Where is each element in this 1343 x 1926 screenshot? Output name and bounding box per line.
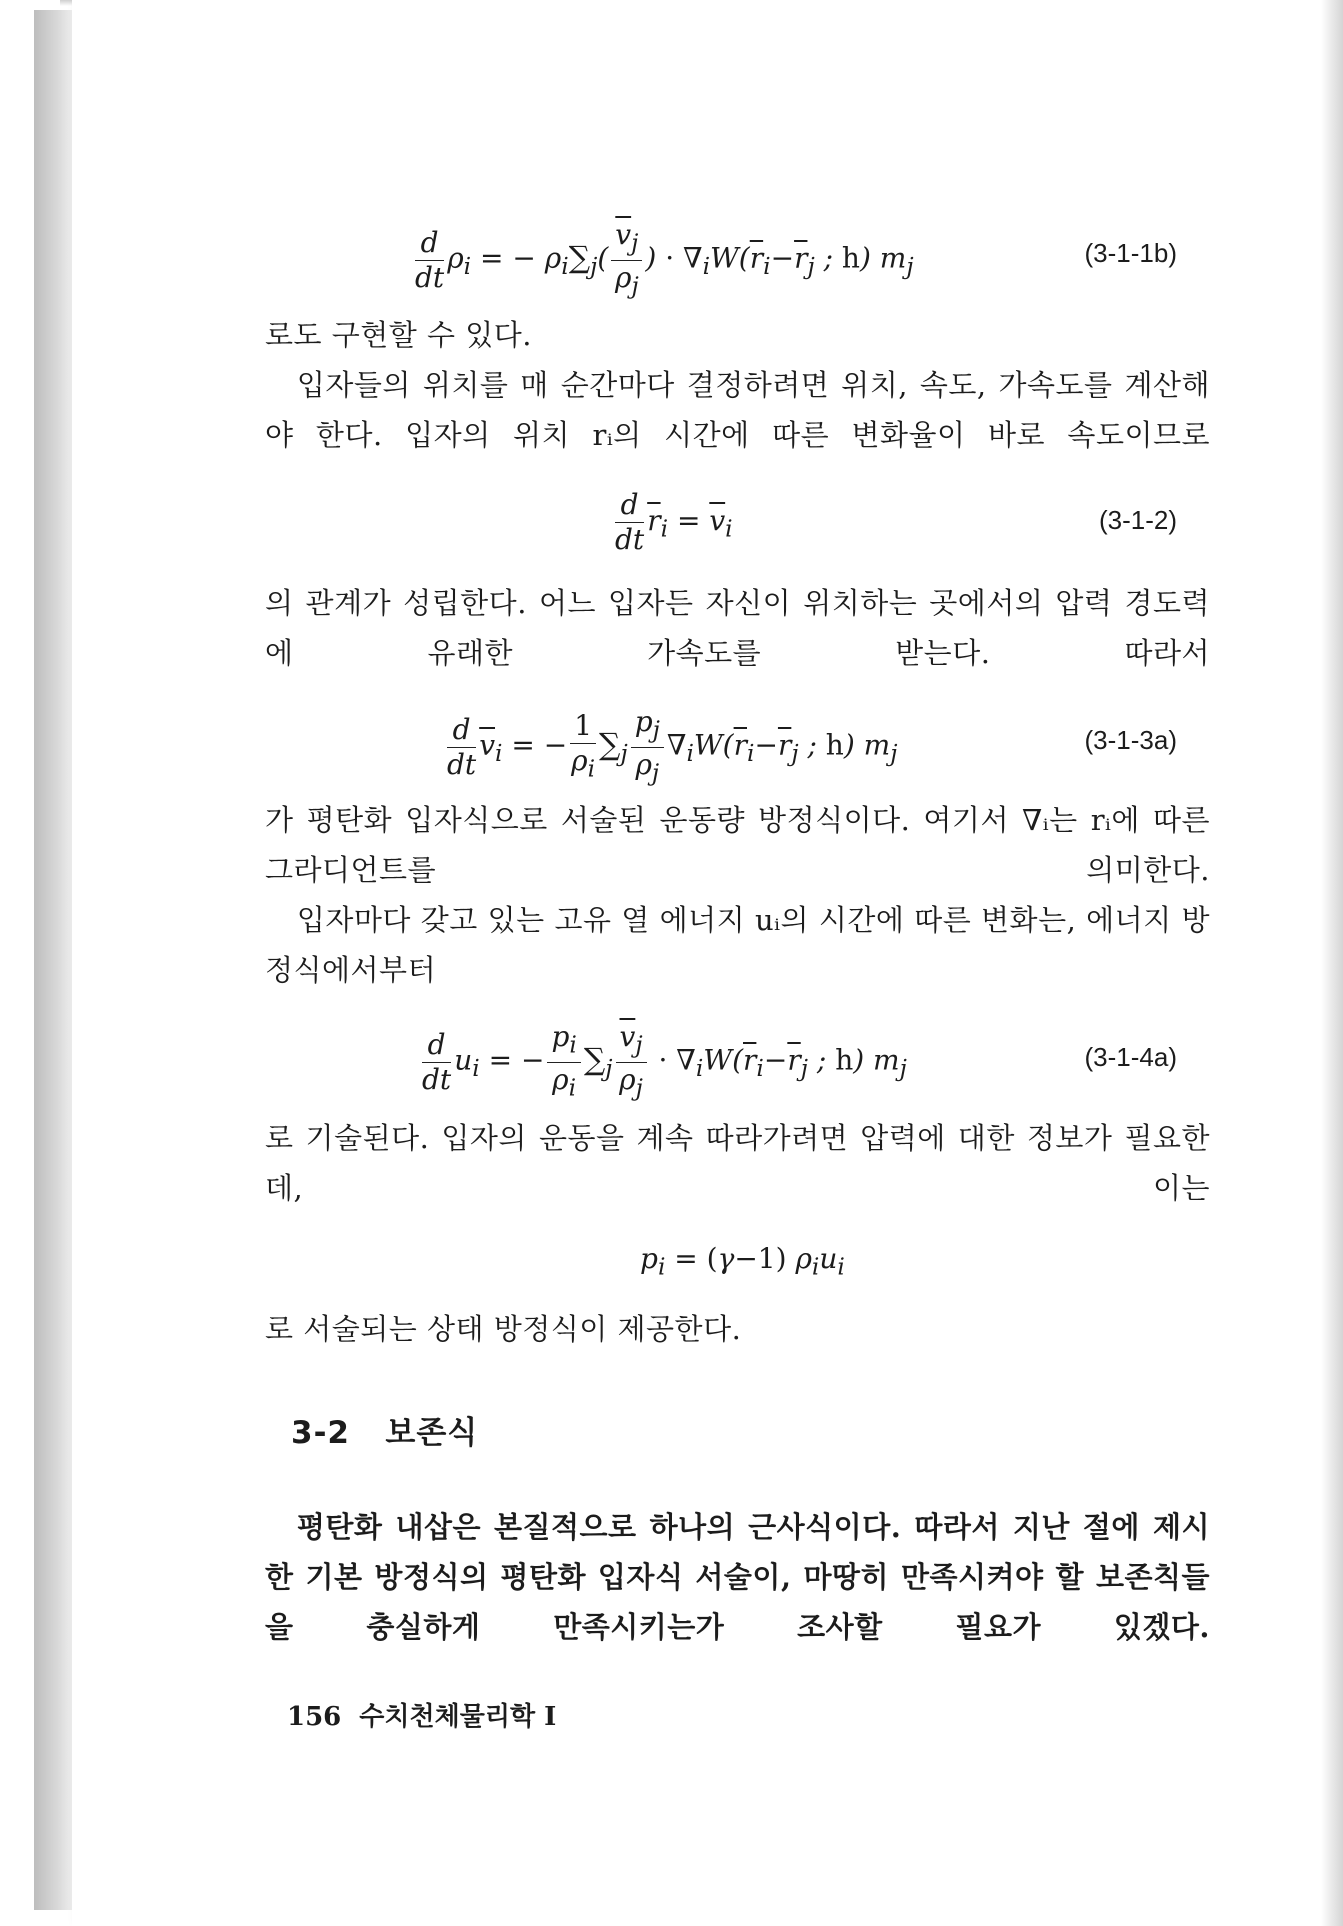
- book-spine: [34, 10, 74, 1910]
- paragraph: [265, 795, 1210, 895]
- section-number: 3-2: [291, 1415, 351, 1451]
- paragraph-text: 평탄화 내삽은 본질적으로 하나의 근사식이다. 따라서 지난 절에 제시한 기본 방정식의 평탄화 입자식 서술이, 마땅히 만족시켜야 할 보존칙들을 충실하게 만족시키는가 조사할 필요가 있겠다.: [265, 1510, 1210, 1644]
- page-footer: [287, 1696, 556, 1733]
- paragraph: [265, 578, 1210, 678]
- paragraph: [265, 1113, 1210, 1213]
- section-heading: [291, 1407, 478, 1452]
- equation-3-1-4a: $\frac{d}{dt}$ $u_i$ = − $\frac{p_i}{\rho_i}$ $\sum_j$ $\frac{\overline{v}_j}{\rho_j}$ · $\nabla_iW(\overline{r}_i-\overline{r}_j$ ; h) $m_j$: [422, 1020, 907, 1102]
- paragraph: [265, 1502, 1210, 1652]
- equation-number: (3-1-4a): [1084, 1042, 1177, 1072]
- equation-3-1-2: $\frac{d}{dt}$ $\overline{r}_i = \overline{v}_i$: [615, 488, 733, 556]
- equation-number: (3-1-2): [1098, 505, 1177, 535]
- equation-number: (3-1-1b): [1084, 238, 1177, 268]
- equation-number: (3-1-3a): [1084, 725, 1177, 755]
- paragraph: [265, 360, 1210, 460]
- paragraph-text: 입자들의 위치를 매 순간마다 결정하려면 위치, 속도, 가속도를 계산해야 한다. 입자의 위치 rᵢ의 시간에 따른 변화율이 바로 속도이므로: [265, 368, 1210, 452]
- paragraph: [265, 895, 1210, 995]
- book-title: 수치천체물리학 Ⅰ: [359, 1702, 557, 1732]
- paragraph-text: 로 기술된다. 입자의 운동을 계속 따라가려면 압력에 대한 정보가 필요한데, 이는: [265, 1121, 1210, 1205]
- paragraph: 로도 구현할 수 있다.: [265, 318, 532, 352]
- paragraph: 로 서술되는 상태 방정식이 제공한다.: [265, 1312, 742, 1346]
- page-number: 156: [287, 1702, 342, 1732]
- equation-3-1-3a: $\frac{d}{dt}$ $\overline{v}_i$ = − $\frac{1}{\rho_i}$ $\sum_j$ $\frac{p_j}{\rho_j}$ $\nabla_iW(\overline{r}_i-\overline{r}_j$ ; h) $m_j$: [447, 705, 898, 787]
- equation-3-1-1b: $\frac{d}{dt}$ $\rho_i$ = − $\rho_i\sum_j$( $\frac{\overline{v}_j}{\rho_j}$ ) · $\nabla_iW(\overline{r}_i-\overline{r}_j$ ; h) $m_j$: [415, 218, 914, 300]
- page-right-edge: [1321, 0, 1343, 1926]
- section-title: 보존식: [385, 1415, 479, 1451]
- paragraph-text: 가 평탄화 입자식으로 서술된 운동량 방정식이다. 여기서 ∇ᵢ는 rᵢ에 따른 그라디언트를 의미한다.: [265, 803, 1210, 887]
- paragraph-text: 입자마다 갖고 있는 고유 열 에너지 uᵢ의 시간에 따른 변화는, 에너지 방정식에서부터: [265, 903, 1210, 987]
- equation-state: $p_i = (\gamma-1)$ $\rho_iu_i$: [640, 1242, 845, 1281]
- paragraph-text: 의 관계가 성립한다. 어느 입자든 자신이 위치하는 곳에서의 압력 경도력에 유래한 가속도를 받는다. 따라서: [265, 586, 1210, 670]
